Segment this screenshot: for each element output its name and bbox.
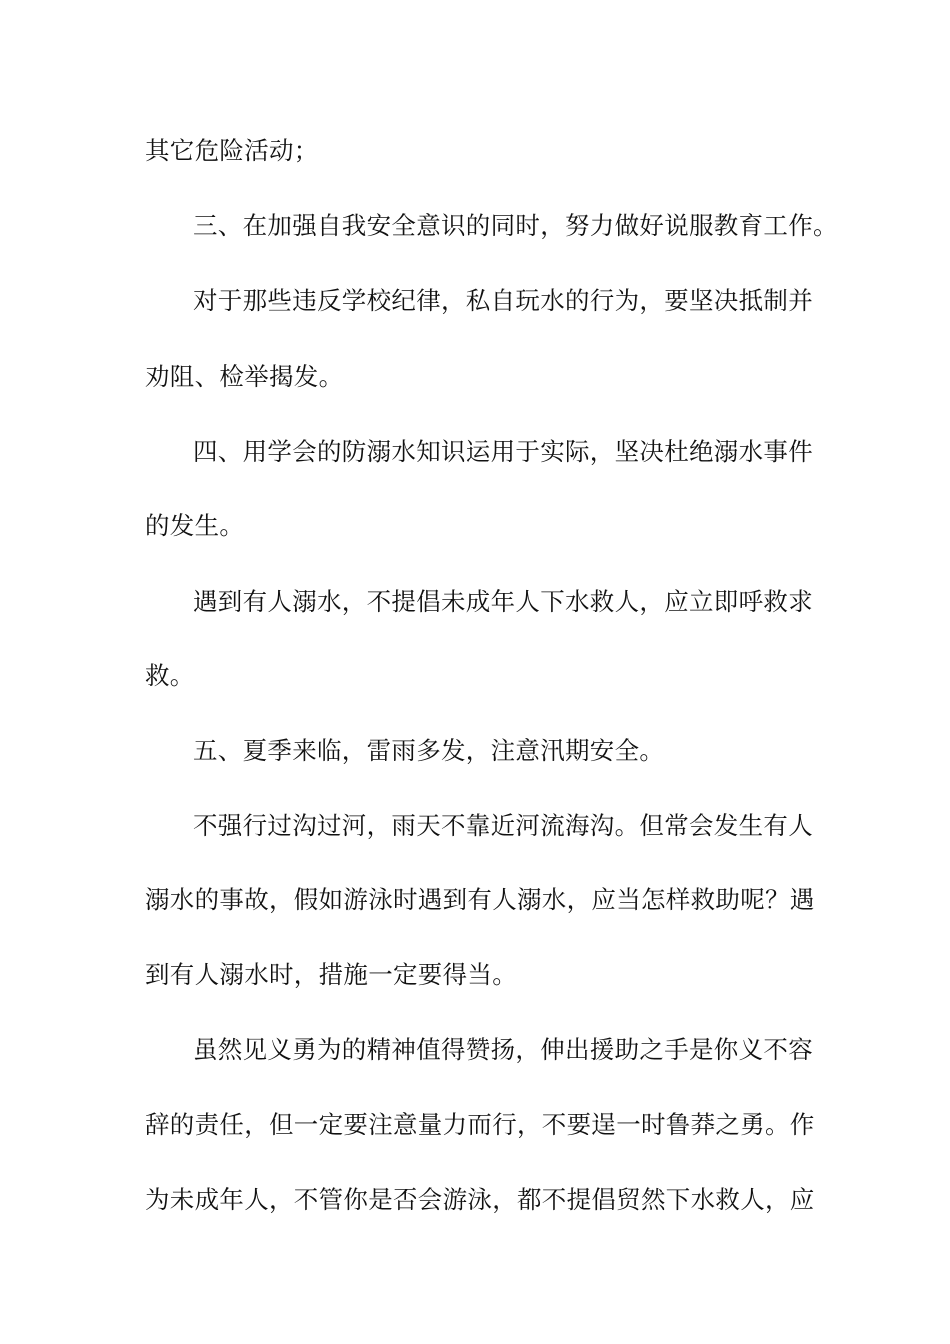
text-line: 辞的责任，但一定要注意量力而行，不要逞一时鲁莽之勇。作 bbox=[145, 1110, 815, 1139]
text-line: 四、用学会的防溺水知识运用于实际，坚决杜绝溺水事件 bbox=[193, 437, 813, 466]
text-line: 的发生。 bbox=[145, 511, 245, 540]
text-line: 劝阻、检举揭发。 bbox=[145, 362, 344, 391]
text-line: 不强行过沟过河，雨天不靠近河流海沟。但常会发生有人 bbox=[193, 811, 813, 840]
text-line: 为未成年人，不管你是否会游泳，都不提倡贸然下水救人，应 bbox=[145, 1185, 815, 1214]
text-line: 虽然见义勇为的精神值得赞扬，伸出援助之手是你义不容 bbox=[193, 1035, 813, 1064]
text-line: 到有人溺水时，措施一定要得当。 bbox=[145, 960, 517, 989]
text-line: 五、夏季来临，雷雨多发，注意汛期安全。 bbox=[193, 736, 665, 765]
text-line: 对于那些违反学校纪律，私自玩水的行为，要坚决抵制并 bbox=[193, 286, 813, 315]
text-line: 遇到有人溺水，不提倡未成年人下水救人，应立即呼救求 bbox=[193, 587, 813, 616]
text-line: 救。 bbox=[145, 661, 195, 690]
text-line: 三、在加强自我安全意识的同时，努力做好说服教育工作。 bbox=[193, 211, 838, 240]
text-line: 其它危险活动； bbox=[145, 136, 319, 165]
text-line: 溺水的事故，假如游泳时遇到有人溺水，应当怎样救助呢？遇 bbox=[145, 885, 815, 914]
